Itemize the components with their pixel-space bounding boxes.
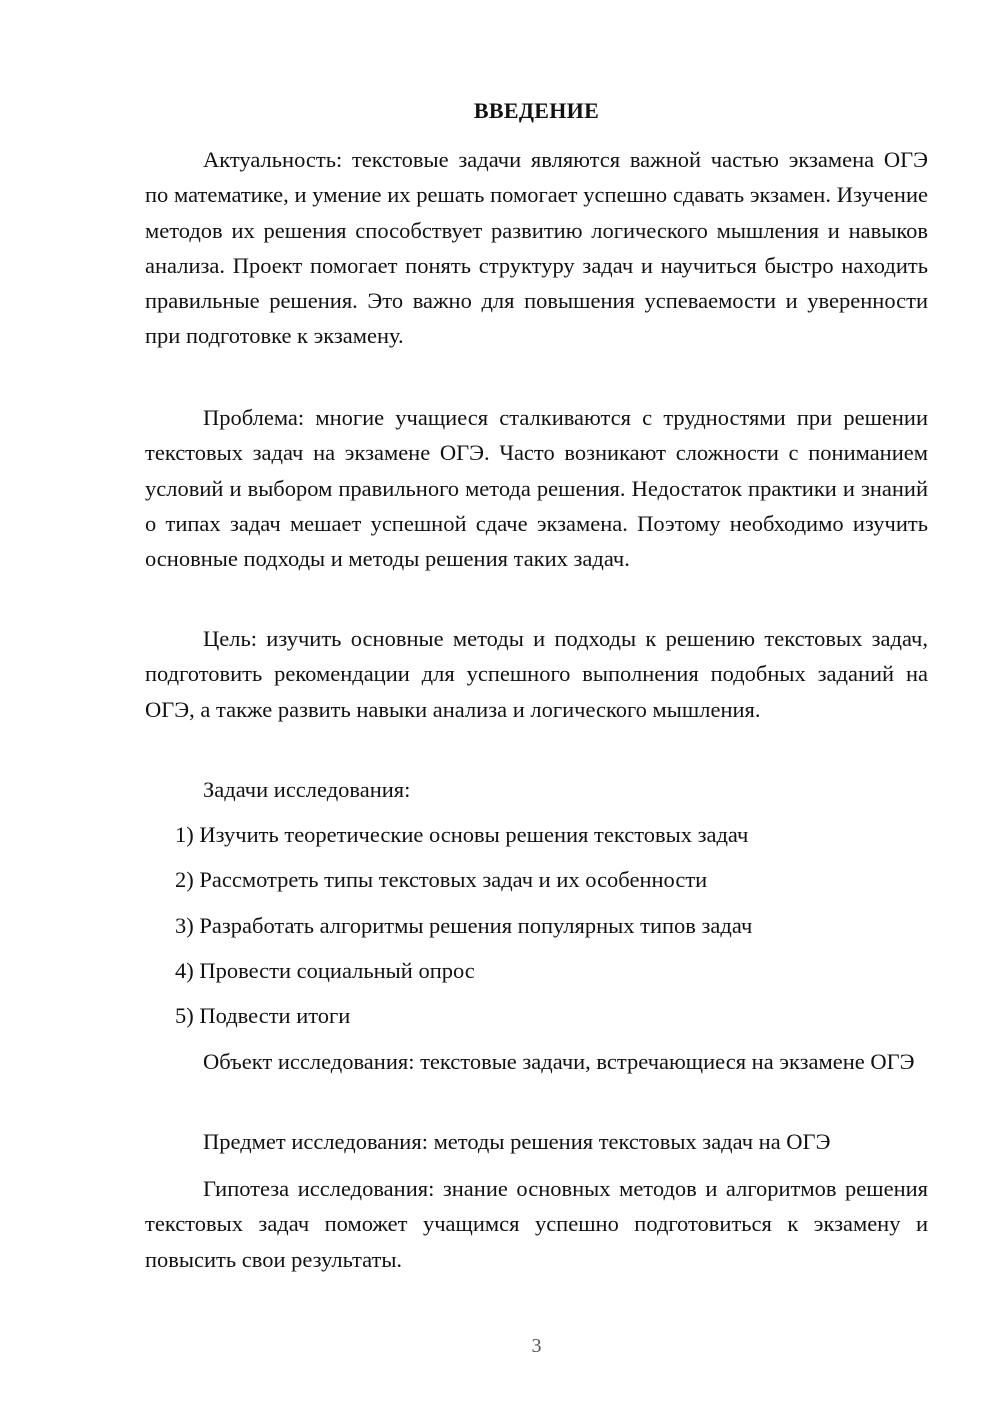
page-number: 3 [531, 1335, 542, 1357]
task-list-item: 3) Разработать алгоритмы решения популярных типов задач [175, 913, 753, 938]
task-list-item: 2) Рассмотреть типы текстовых задач и их особенности [175, 867, 708, 892]
tasks-heading: Задачи исследования: [203, 777, 411, 802]
object-paragraph: Объект исследования: текстовые задачи, встречающиеся на экзамене ОГЭ [203, 1049, 915, 1074]
subject-paragraph: Предмет исследования: методы решения текстовых задач на ОГЭ [203, 1129, 831, 1154]
task-list-item: 4) Провести социальный опрос [175, 958, 475, 983]
hypothesis-paragraph: Гипотеза исследования: знание основных методов и алгоритмов решения текстовых задач поможет учащимся успешно подготовиться к экзамену и повысить свои результаты. [145, 1176, 928, 1272]
task-list-item: 5) Подвести итоги [175, 1003, 351, 1028]
goal-paragraph: Цель: изучить основные методы и подходы к решению текстовых задач, подготовить рекомендации для успешного выполнения подобных заданий на ОГЭ, а также развить навыки анализа и логического мышления. [145, 626, 928, 722]
task-list-item: 1) Изучить теоретические основы решения текстовых задач [175, 822, 749, 847]
problem-paragraph: Проблема: многие учащиеся сталкиваются с трудностями при решении текстовых задач на экзамене ОГЭ. Часто возникают сложности с пониманием условий и выбором правильного метода решения. Недостаток практики и знаний о типах задач мешает успешной сдаче экзамена. Поэтому необходимо изучить основные подходы и методы решения таких задач. [145, 405, 928, 572]
relevance-paragraph: Актуальность: текстовые задачи являются важной частью экзамена ОГЭ по математике, и умение их решать помогает успешно сдавать экзамен. Изучение методов их решения способствует развитию логического мышления и навыков анализа. Проект помогает понять структуру задач и научиться быстро находить правильные решения. Это важно для повышения успеваемости и уверенности при подготовке к экзамену. [145, 147, 928, 349]
section-title: ВВЕДЕНИЕ [473, 98, 600, 123]
